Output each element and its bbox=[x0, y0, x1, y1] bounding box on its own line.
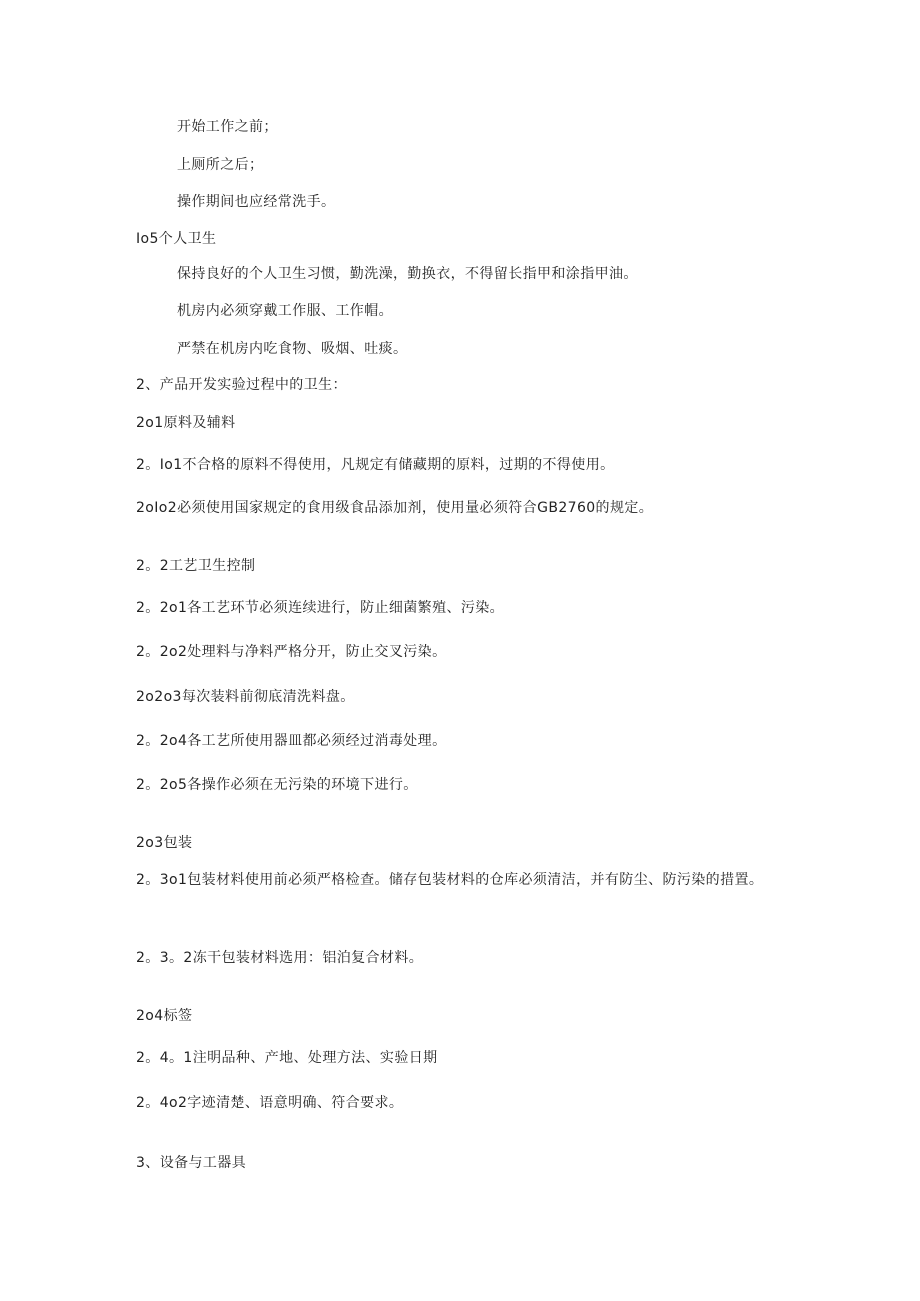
text-line-unqualified-materials: 2。Io1不合格的原料不得使用，凡规定有储藏期的原料，过期的不得使用。 bbox=[136, 457, 615, 473]
text-line-after-toilet: 上厕所之后； bbox=[177, 157, 264, 173]
text-line-work-clothes: 机房内必须穿戴工作服、工作帽。 bbox=[177, 303, 393, 319]
section-heading-personal-hygiene: Io5个人卫生 bbox=[136, 231, 217, 247]
text-line-freeze-dried-packaging: 2。3。2冻干包装材料选用：铝泊复合材料。 bbox=[136, 950, 424, 966]
text-line-clean-environment: 2。2o5各操作必须在无污染的环境下进行。 bbox=[136, 777, 418, 793]
text-line-before-work: 开始工作之前； bbox=[177, 119, 278, 135]
subheading-labels: 2o4标签 bbox=[136, 1008, 193, 1024]
text-line-separate-materials: 2。2o2处理料与净料严格分开，防止交叉污染。 bbox=[136, 644, 447, 660]
text-line-label-clarity: 2。4o2字迹清楚、语意明确、符合要求。 bbox=[136, 1095, 404, 1111]
text-line-label-contents: 2。4。1注明品种、产地、处理方法、实验日期 bbox=[136, 1050, 438, 1066]
text-paragraph-packaging-check: 2。3o1包装材料使用前必须严格检查。储存包装材料的仓库必须清洁，并有防尘、防污染的措置。 bbox=[136, 872, 764, 888]
text-line-clean-trays: 2o2o3每次装料前彻底清洗料盘。 bbox=[136, 689, 355, 705]
text-line-continuous-process: 2。2o1各工艺环节必须连续进行，防止细菌繁殖、污染。 bbox=[136, 600, 505, 616]
text-line-hygiene-habits: 保持良好的个人卫生习惯，勤洗澡，勤换衣，不得留长指甲和涂指甲油。 bbox=[177, 266, 638, 282]
text-line-disinfect-utensils: 2。2o4各工艺所使用器皿都必须经过消毒处理。 bbox=[136, 733, 447, 749]
text-line-prohibited-actions: 严禁在机房内吃食物、吸烟、吐痰。 bbox=[177, 341, 408, 357]
text-line-food-additives: 2oIo2必须使用国家规定的食用级食品添加剂，使用量必须符合GB2760的规定。 bbox=[136, 500, 654, 516]
section-heading-equipment: 3、设备与工器具 bbox=[136, 1155, 247, 1171]
subheading-materials: 2o1原料及辅料 bbox=[136, 415, 236, 431]
subheading-packaging: 2o3包装 bbox=[136, 835, 193, 851]
subheading-process-hygiene: 2。2工艺卫生控制 bbox=[136, 558, 256, 574]
section-heading-development-hygiene: 2、产品开发实验过程中的卫生： bbox=[136, 377, 347, 393]
text-line-during-operation: 操作期间也应经常洗手。 bbox=[177, 194, 336, 210]
